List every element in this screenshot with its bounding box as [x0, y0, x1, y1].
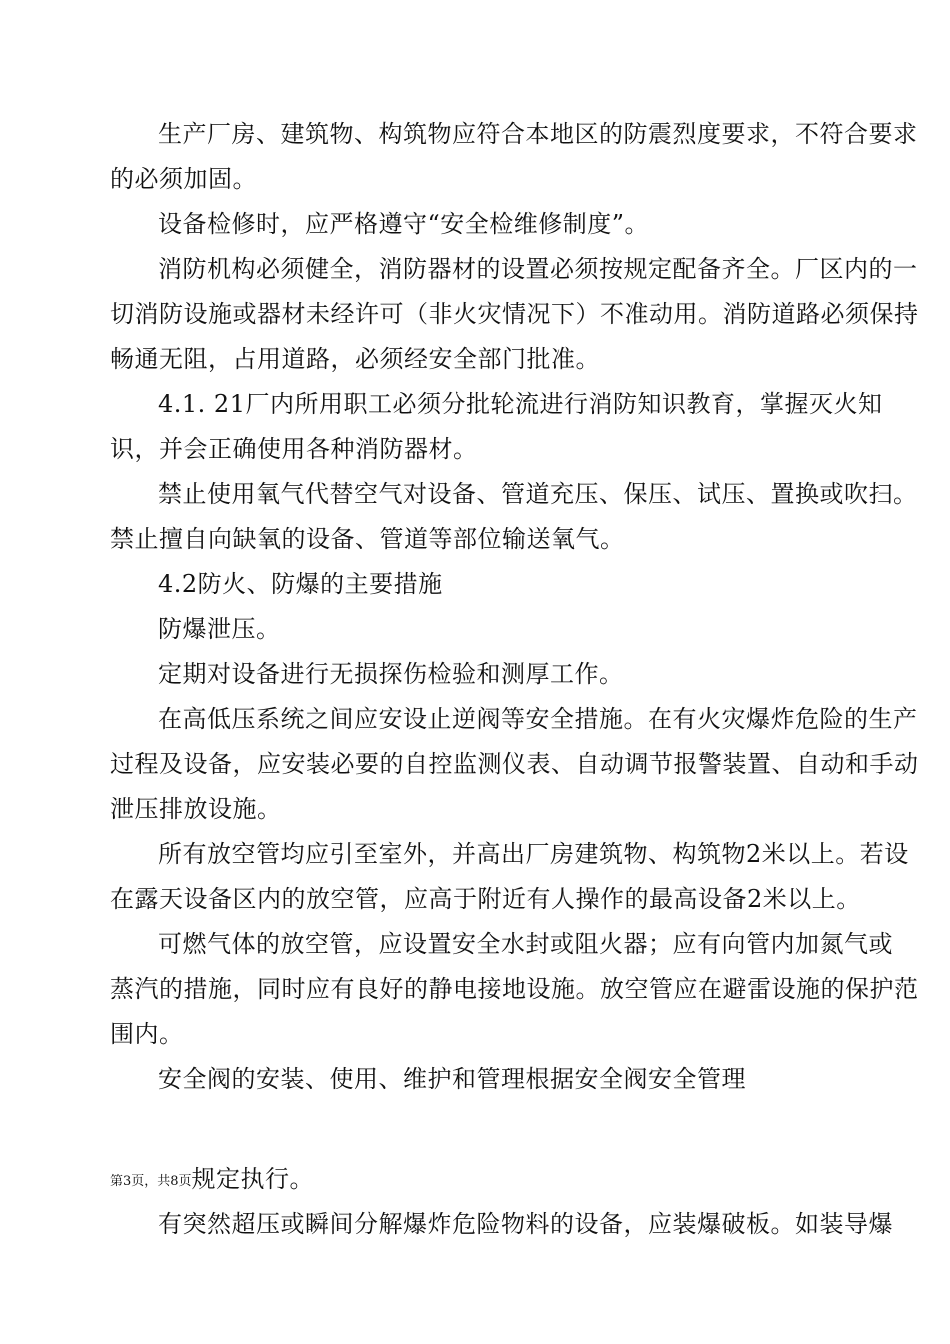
paragraph-continuation: 规定执行。 [191, 1165, 315, 1193]
paragraph-line: 在露天设备区内的放空管，应高于附近有人操作的最高设备2米以上。 [110, 885, 861, 913]
paragraph-line: 可燃气体的放空管，应设置安全水封或阻火器；应有向管内加氮气或 [158, 930, 893, 958]
paragraph-line: 泄压排放设施。 [110, 795, 282, 823]
paragraph-line: 畅通无阻，占用道路，必须经安全部门批准。 [110, 345, 600, 373]
paragraph-line: 在高低压系统之间应安设止逆阀等安全措施。在有火灾爆炸危险的生产 [158, 705, 918, 733]
section-heading: 4.2防火、防爆的主要措施 [158, 570, 443, 598]
paragraph-line: 防爆泄压。 [158, 615, 281, 643]
paragraph-line: 禁止使用氧气代替空气对设备、管道充压、保压、试压、置换或吹扫。 [158, 480, 918, 508]
paragraph-line: 安全阀的安装、使用、维护和管理根据安全阀安全管理 [158, 1065, 746, 1093]
paragraph-line: 4.1. 21厂内所用职工必须分批轮流进行消防知识教育，掌握灭火知 [158, 390, 883, 418]
paragraph-line: 所有放空管均应引至室外，并高出厂房建筑物、构筑物2米以上。若设 [158, 840, 909, 868]
paragraph-line: 消防机构必须健全，消防器材的设置必须按规定配备齐全。厂区内的一 [158, 255, 918, 283]
paragraph-line: 切消防设施或器材未经许可（非火灾情况下）不准动用。消防道路必须保持 [110, 300, 919, 328]
paragraph-line: 的必须加固。 [110, 165, 257, 193]
paragraph-line: 蒸汽的措施，同时应有良好的静电接地设施。放空管应在避雷设施的保护范 [110, 975, 919, 1003]
paragraph-line: 生产厂房、建筑物、构筑物应符合本地区的防震烈度要求，不符合要求 [158, 120, 918, 148]
paragraph-line: 禁止擅自向缺氧的设备、管道等部位输送氧气。 [110, 525, 625, 553]
footer-line [110, 1164, 850, 1197]
paragraph-line: 围内。 [110, 1020, 184, 1048]
paragraph-line: 定期对设备进行无损探伤检验和测厚工作。 [158, 660, 624, 688]
paragraph-line: 设备检修时，应严格遵守“安全检维修制度”。 [158, 210, 650, 238]
page-number-label: 第3页，共8页 [110, 1174, 192, 1189]
paragraph-line: 有突然超压或瞬间分解爆炸危险物料的设备，应装爆破板。如装导爆 [158, 1210, 893, 1238]
paragraph-line: 过程及设备，应安装必要的自控监测仪表、自动调节报警装置、自动和手动 [110, 750, 919, 778]
paragraph-line: 识，并会正确使用各种消防器材。 [110, 435, 478, 463]
